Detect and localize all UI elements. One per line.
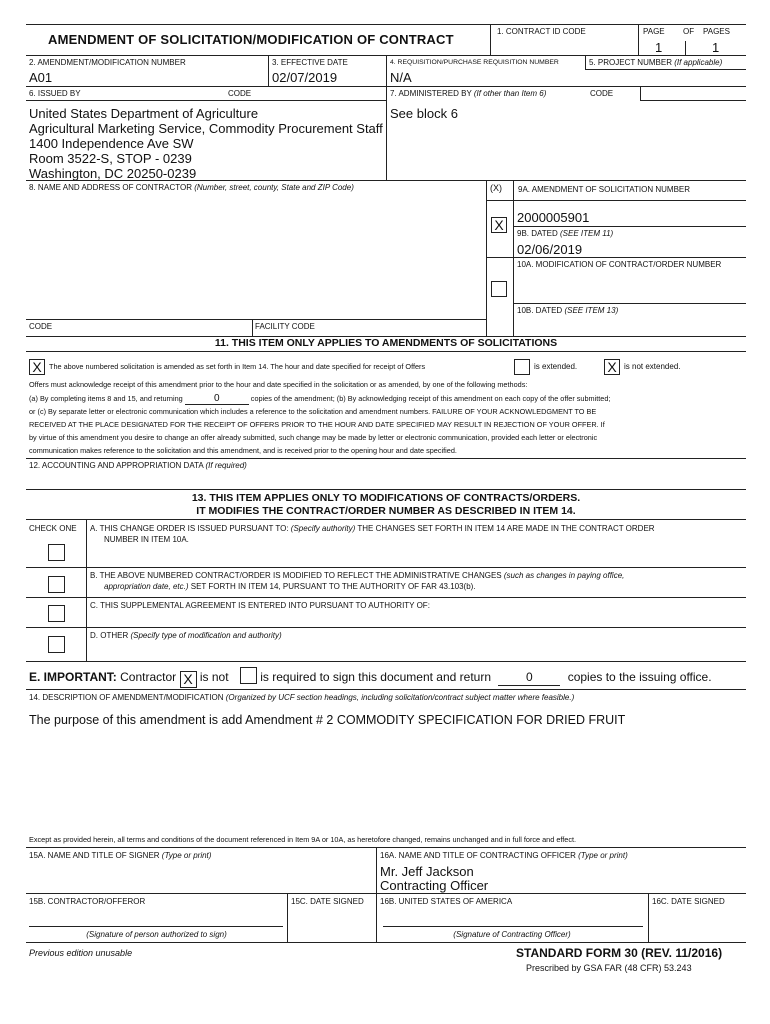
option-b-hint-2: appropriation date, etc.) (104, 582, 189, 591)
copies-count[interactable]: 0 (185, 393, 249, 405)
officer-date-label: 16C. DATE SIGNED (652, 897, 725, 906)
issued-by-label: 6. ISSUED BY (29, 89, 81, 98)
option-c-checkbox[interactable] (48, 605, 65, 622)
solicitation-dated-hint: (SEE ITEM 11) (559, 229, 614, 238)
description-label (29, 693, 574, 703)
facility-code-label: FACILITY CODE (255, 322, 315, 331)
contractor-hint: (Number, street, county, State and ZIP Code) (194, 183, 354, 192)
issued-by-address[interactable] (29, 106, 383, 181)
requisition-value[interactable]: N/A (390, 70, 412, 85)
option-a-text: A. THIS CHANGE ORDER IS ISSUED PURSUANT TO: (90, 524, 289, 533)
important-tail: copies to the issuing office. (567, 670, 712, 684)
officer-signature-caption: (Signature of Contracting Officer) (453, 930, 571, 939)
accounting-text: 12. ACCOUNTING AND APPROPRIATION DATA (29, 461, 204, 470)
issued-line-3: 1400 Independence Ave SW (29, 136, 194, 151)
important-check: X (183, 671, 193, 687)
signer-text: 15A. NAME AND TITLE OF SIGNER (29, 851, 160, 860)
project-number-hint: (If applicable) (674, 58, 723, 67)
officer-hint: (Type or print) (578, 851, 628, 860)
extended-checkbox[interactable] (514, 359, 530, 375)
administered-by-hint: (If other than Item 6) (473, 89, 547, 98)
signer-hint: (Type or print) (161, 851, 212, 860)
issued-code-label: CODE (228, 89, 252, 98)
contractor-date-label: 15C. DATE SIGNED (291, 897, 364, 906)
solicitation-dated-label (517, 229, 613, 239)
contractor-code-label: CODE (29, 322, 53, 331)
item-11-para-5: by virtue of this amendment you desire to change an offer already submitted, such change may be made by letter or electronic communication, provided each letter or electronic (29, 433, 598, 442)
option-a-line-2: NUMBER IN ITEM 10A. (104, 535, 189, 544)
pages-label: PAGES (703, 27, 730, 36)
effective-date-value[interactable]: 02/07/2019 (272, 70, 338, 85)
option-b-line-1 (90, 571, 624, 581)
important-contractor: Contractor (120, 670, 177, 684)
issued-line-1: United States Department of Agriculture (29, 106, 259, 121)
option-b-text-2: SET FORTH IN ITEM 14, PURSUANT TO THE AUTHORITY OF FAR 43.103(b). (190, 582, 476, 591)
page-value: 1 (655, 40, 663, 55)
option-b-text: B. THE ABOVE NUMBERED CONTRACT/ORDER IS MODIFIED TO REFLECT THE ADMINISTRATIVE CHANGES (90, 571, 502, 580)
option-c-text: C. THIS SUPPLEMENTAL AGREEMENT IS ENTERED INTO PURSUANT TO AUTHORITY OF: (90, 601, 430, 610)
administered-by-value[interactable]: See block 6 (390, 106, 458, 121)
option-a-line-1 (90, 524, 655, 534)
modification-dated-label (517, 306, 618, 316)
accounting-label (29, 461, 247, 471)
important-row (29, 667, 712, 688)
amended-text: The above numbered solicitation is amended as set forth in Item 14. The hour and date specified for receipt of Offers (49, 362, 426, 371)
option-d-checkbox[interactable] (48, 636, 65, 653)
contractor-text: 8. NAME AND ADDRESS OF CONTRACTOR (29, 183, 192, 192)
solicitation-dated-value[interactable]: 02/06/2019 (517, 242, 583, 257)
description-hint: (Organized by UCF section headings, including solicitation/contract subject matter where feasible.) (225, 693, 575, 702)
item-11-para-2b: copies of the amendment; (b) By acknowledging receipt of this amendment on each copy of the offer submitted; (250, 394, 611, 403)
not-extended-check: X (607, 359, 617, 375)
item-11-para-2 (29, 393, 610, 405)
prescribed-by: Prescribed by GSA FAR (48 CFR) 53.243 (526, 963, 692, 973)
amendment-number-value[interactable]: A01 (29, 70, 53, 85)
check-one-label: CHECK ONE (29, 524, 77, 533)
administered-code-label: CODE (590, 89, 614, 98)
modification-number-label: 10A. MODIFICATION OF CONTRACT/ORDER NUMBER (517, 260, 722, 269)
option-b-hint-1: (such as changes in paying office, (503, 571, 625, 580)
contractor-signature-field[interactable] (29, 910, 283, 927)
option-a-hint: (Specify authority) (290, 524, 356, 533)
officer-signature-field[interactable] (383, 910, 643, 927)
option-d-hint: (Specify type of modification and authority) (130, 631, 282, 640)
contractor-offeror-label: 15B. CONTRACTOR/OFFEROR (29, 897, 146, 906)
contractor-label (29, 183, 354, 193)
solicitation-number-value[interactable]: 2000005901 (517, 210, 590, 225)
administered-by-text: 7. ADMINISTERED BY (390, 89, 472, 98)
project-number-label (589, 58, 722, 68)
usa-label: 16B. UNITED STATES OF AMERICA (380, 897, 513, 906)
contract-id-label: 1. CONTRACT ID CODE (497, 27, 586, 36)
amended-check: X (32, 359, 42, 375)
item-11-para-4: RECEIVED AT THE PLACE DESIGNATED FOR THE RECEIPT OF OFFERS PRIOR TO THE HOUR AND DATE SPECIFIED MAY RESULT IN REJECTION OF YOUR OFFER. If (29, 420, 605, 429)
option-a-text-2: THE CHANGES SET FORTH IN ITEM 14 ARE MADE IN THE CONTRACT ORDER (357, 524, 655, 533)
modification-checkbox[interactable] (491, 281, 507, 297)
contractor-signature-caption: (Signature of person authorized to sign) (86, 930, 227, 939)
option-d-text: D. OTHER (90, 631, 129, 640)
modification-dated-hint: (SEE ITEM 13) (564, 306, 619, 315)
issued-line-5: Washington, DC 20250-0239 (29, 166, 197, 181)
option-b-line-2 (104, 582, 476, 592)
description-text: 14. DESCRIPTION OF AMENDMENT/MODIFICATION (29, 693, 224, 702)
officer-text: 16A. NAME AND TITLE OF CONTRACTING OFFICER (380, 851, 576, 860)
page-label: PAGE (643, 27, 665, 36)
solicitation-check: X (494, 217, 504, 233)
project-number-text: 5. PROJECT NUMBER (589, 58, 672, 67)
important-is-not-checkbox[interactable] (180, 671, 197, 688)
form-number: STANDARD FORM 30 (REV. 11/2016) (516, 946, 723, 960)
item-13-title-1: 13. THIS ITEM APPLIES ONLY TO MODIFICATIONS OF CONTRACTS/ORDERS. (191, 492, 581, 504)
issued-line-4: Room 3522-S, STOP - 0239 (29, 151, 192, 166)
item-11-title: 11. THIS ITEM ONLY APPLIES TO AMENDMENTS OF SOLICITATIONS (214, 337, 558, 349)
previous-edition: Previous edition unusable (29, 948, 133, 958)
solicitation-checkbox[interactable] (491, 217, 507, 233)
not-extended-label: is not extended. (624, 362, 681, 371)
officer-label (380, 851, 628, 861)
description-value[interactable]: The purpose of this amendment is add Amendment # 2 COMMODITY SPECIFICATION FOR DRIED FRUIT (29, 713, 626, 727)
option-b-checkbox[interactable] (48, 576, 65, 593)
important-label: E. IMPORTANT: (29, 670, 117, 684)
accounting-hint: (If required) (205, 461, 247, 470)
officer-name[interactable]: Mr. Jeff Jackson (380, 864, 474, 879)
option-d-line (90, 631, 282, 641)
not-extended-checkbox[interactable] (604, 359, 620, 375)
option-a-checkbox[interactable] (48, 544, 65, 561)
item-11-para-6: communication makes reference to the solicitation and this amendment, and is received prior to the opening hour and date specified. (29, 446, 457, 455)
signer-label (29, 851, 211, 861)
important-copies[interactable]: 0 (498, 669, 560, 686)
form-title: AMENDMENT OF SOLICITATION/MODIFICATION OF CONTRACT (48, 32, 454, 47)
x-column-header: (X) (490, 183, 502, 193)
solicitation-dated-text: 9B. DATED (517, 229, 558, 238)
requisition-label: 4. REQUISITION/PURCHASE REQUISITION NUMBER (390, 59, 559, 66)
item-13-title-2: IT MODIFIES THE CONTRACT/ORDER NUMBER AS DESCRIBED IN ITEM 14. (196, 505, 576, 517)
effective-date-label: 3. EFFECTIVE DATE (272, 58, 348, 67)
important-is-required: is required to sign this document and return (260, 670, 492, 684)
administered-by-label (390, 89, 546, 99)
item-11-para-3: or (c) By separate letter or electronic communication which includes a reference to the solicitation and amendment numbers. FAILURE OF YOUR ACKNOWLEDGMENT TO BE (29, 407, 597, 416)
solicitation-number-label: 9A. AMENDMENT OF SOLICITATION NUMBER (518, 185, 691, 194)
modification-dated-text: 10B. DATED (517, 306, 563, 315)
item-11-para-1: Offers must acknowledge receipt of this amendment prior to the hour and date specified in the solicitation or as amended, by one of the following methods: (29, 380, 528, 389)
important-is-required-checkbox[interactable] (240, 667, 257, 684)
amendment-number-label: 2. AMENDMENT/MODIFICATION NUMBER (29, 58, 186, 67)
officer-title[interactable]: Contracting Officer (380, 878, 489, 893)
item-11-para-2a: (a) By completing items 8 and 15, and returning (29, 394, 183, 403)
pages-value: 1 (712, 40, 720, 55)
amended-checkbox[interactable] (29, 359, 45, 375)
of-label: OF (683, 27, 695, 36)
important-is-not: is not (199, 670, 229, 684)
issued-line-2: Agricultural Marketing Service, Commodity Procurement Staff (29, 121, 383, 136)
except-text: Except as provided herein, all terms and conditions of the document referenced in Item 9A or 10A, as heretofore changed, remains unchanged and in full force and effect. (29, 835, 577, 844)
extended-label: is extended. (534, 362, 578, 371)
